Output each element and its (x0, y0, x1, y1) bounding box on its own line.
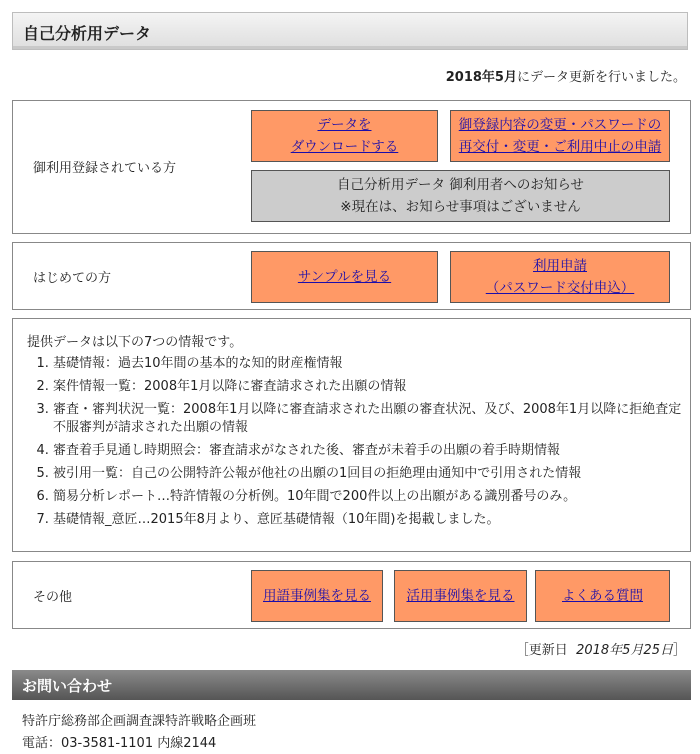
updated-suffix: ］ (672, 643, 686, 658)
contact-phone: 電話：03-3581-1101 内線2144 (22, 736, 217, 751)
update-notice-text: にデータ更新を行いました。 (516, 70, 686, 85)
updated-date (516, 639, 686, 658)
apply-button[interactable] (450, 251, 670, 303)
first-time-panel (12, 242, 691, 310)
registered-users-label: 御利用登録されている方 (33, 161, 177, 176)
change-line2: 再交付・変更・ご利用中止の申請 (458, 139, 662, 155)
download-data-button[interactable] (251, 110, 438, 162)
update-notice (446, 66, 686, 85)
list-item: 3. 審査・審判状況一覧：2008年1月以降に審査請求された出願の審査状況、及び、2008年1月以降に拒絶査定不服審判が請求された出願の情報 (53, 401, 689, 437)
glossary-label: 用語事例集を見る (263, 588, 371, 604)
change-line1: 御登録内容の変更・パスワードの (458, 117, 662, 133)
page-title-bar (12, 12, 688, 50)
list-item: 6. 簡易分析レポート…特許情報の分析例。10年間で200件以上の出願がある識別番号のみ。 (53, 488, 689, 506)
glossary-button[interactable] (251, 570, 383, 622)
usecase-button[interactable] (394, 570, 527, 622)
notice-message: ※現在は、お知らせ事項はございません (340, 199, 581, 215)
view-sample-label: サンプルを見る (297, 269, 392, 285)
other-label: その他 (33, 590, 73, 605)
list-item: 4. 審査着手見通し時期照会：審査請求がなされた後、審査が未着手の出願の着手時期情報 (53, 442, 689, 460)
info-list (13, 355, 689, 534)
list-item: 7. 基礎情報_意匠…2015年8月より、意匠基礎情報（10年間)を掲載しました。 (53, 511, 689, 529)
faq-label: よくある質問 (562, 588, 643, 604)
data-info-panel (12, 318, 691, 552)
registered-users-panel (12, 100, 691, 234)
usecase-label: 活用事例集を見る (406, 588, 515, 604)
contact-heading: お問い合わせ (22, 677, 113, 695)
updated-prefix: ［更新日 (515, 643, 568, 658)
update-notice-date: 2018年5月 (445, 70, 517, 85)
download-line2: ダウンロードする (290, 139, 399, 155)
apply-line1: 利用申請 (533, 258, 587, 274)
updated-date-value: 2018年5月25日 (576, 643, 673, 658)
user-notice-box (251, 170, 670, 222)
list-item: 2. 案件情報一覧：2008年1月以降に審査請求された出願の情報 (53, 378, 689, 396)
notice-title: 自己分析用データ 御利用者へのお知らせ (337, 177, 584, 193)
contact-bar (12, 670, 691, 700)
view-sample-button[interactable] (251, 251, 438, 303)
info-intro: 提供データは以下の7つの情報です。 (27, 335, 243, 350)
faq-button[interactable] (535, 570, 670, 622)
page-title: 自己分析用データ (23, 24, 152, 43)
download-line1: データを (317, 117, 372, 133)
first-time-label: はじめての方 (33, 271, 112, 286)
change-registration-button[interactable] (450, 110, 670, 162)
list-item: 5. 被引用一覧：自己の公開特許公報が他社の出願の1回目の拒絶理由通知中で引用された情報 (53, 465, 689, 483)
other-panel (12, 561, 691, 629)
contact-department: 特許庁総務部企画調査課特許戦略企画班 (22, 714, 257, 729)
list-item: 1. 基礎情報：過去10年間の基本的な知的財産権情報 (53, 355, 689, 373)
apply-line2: （パスワード交付申込） (485, 280, 635, 296)
